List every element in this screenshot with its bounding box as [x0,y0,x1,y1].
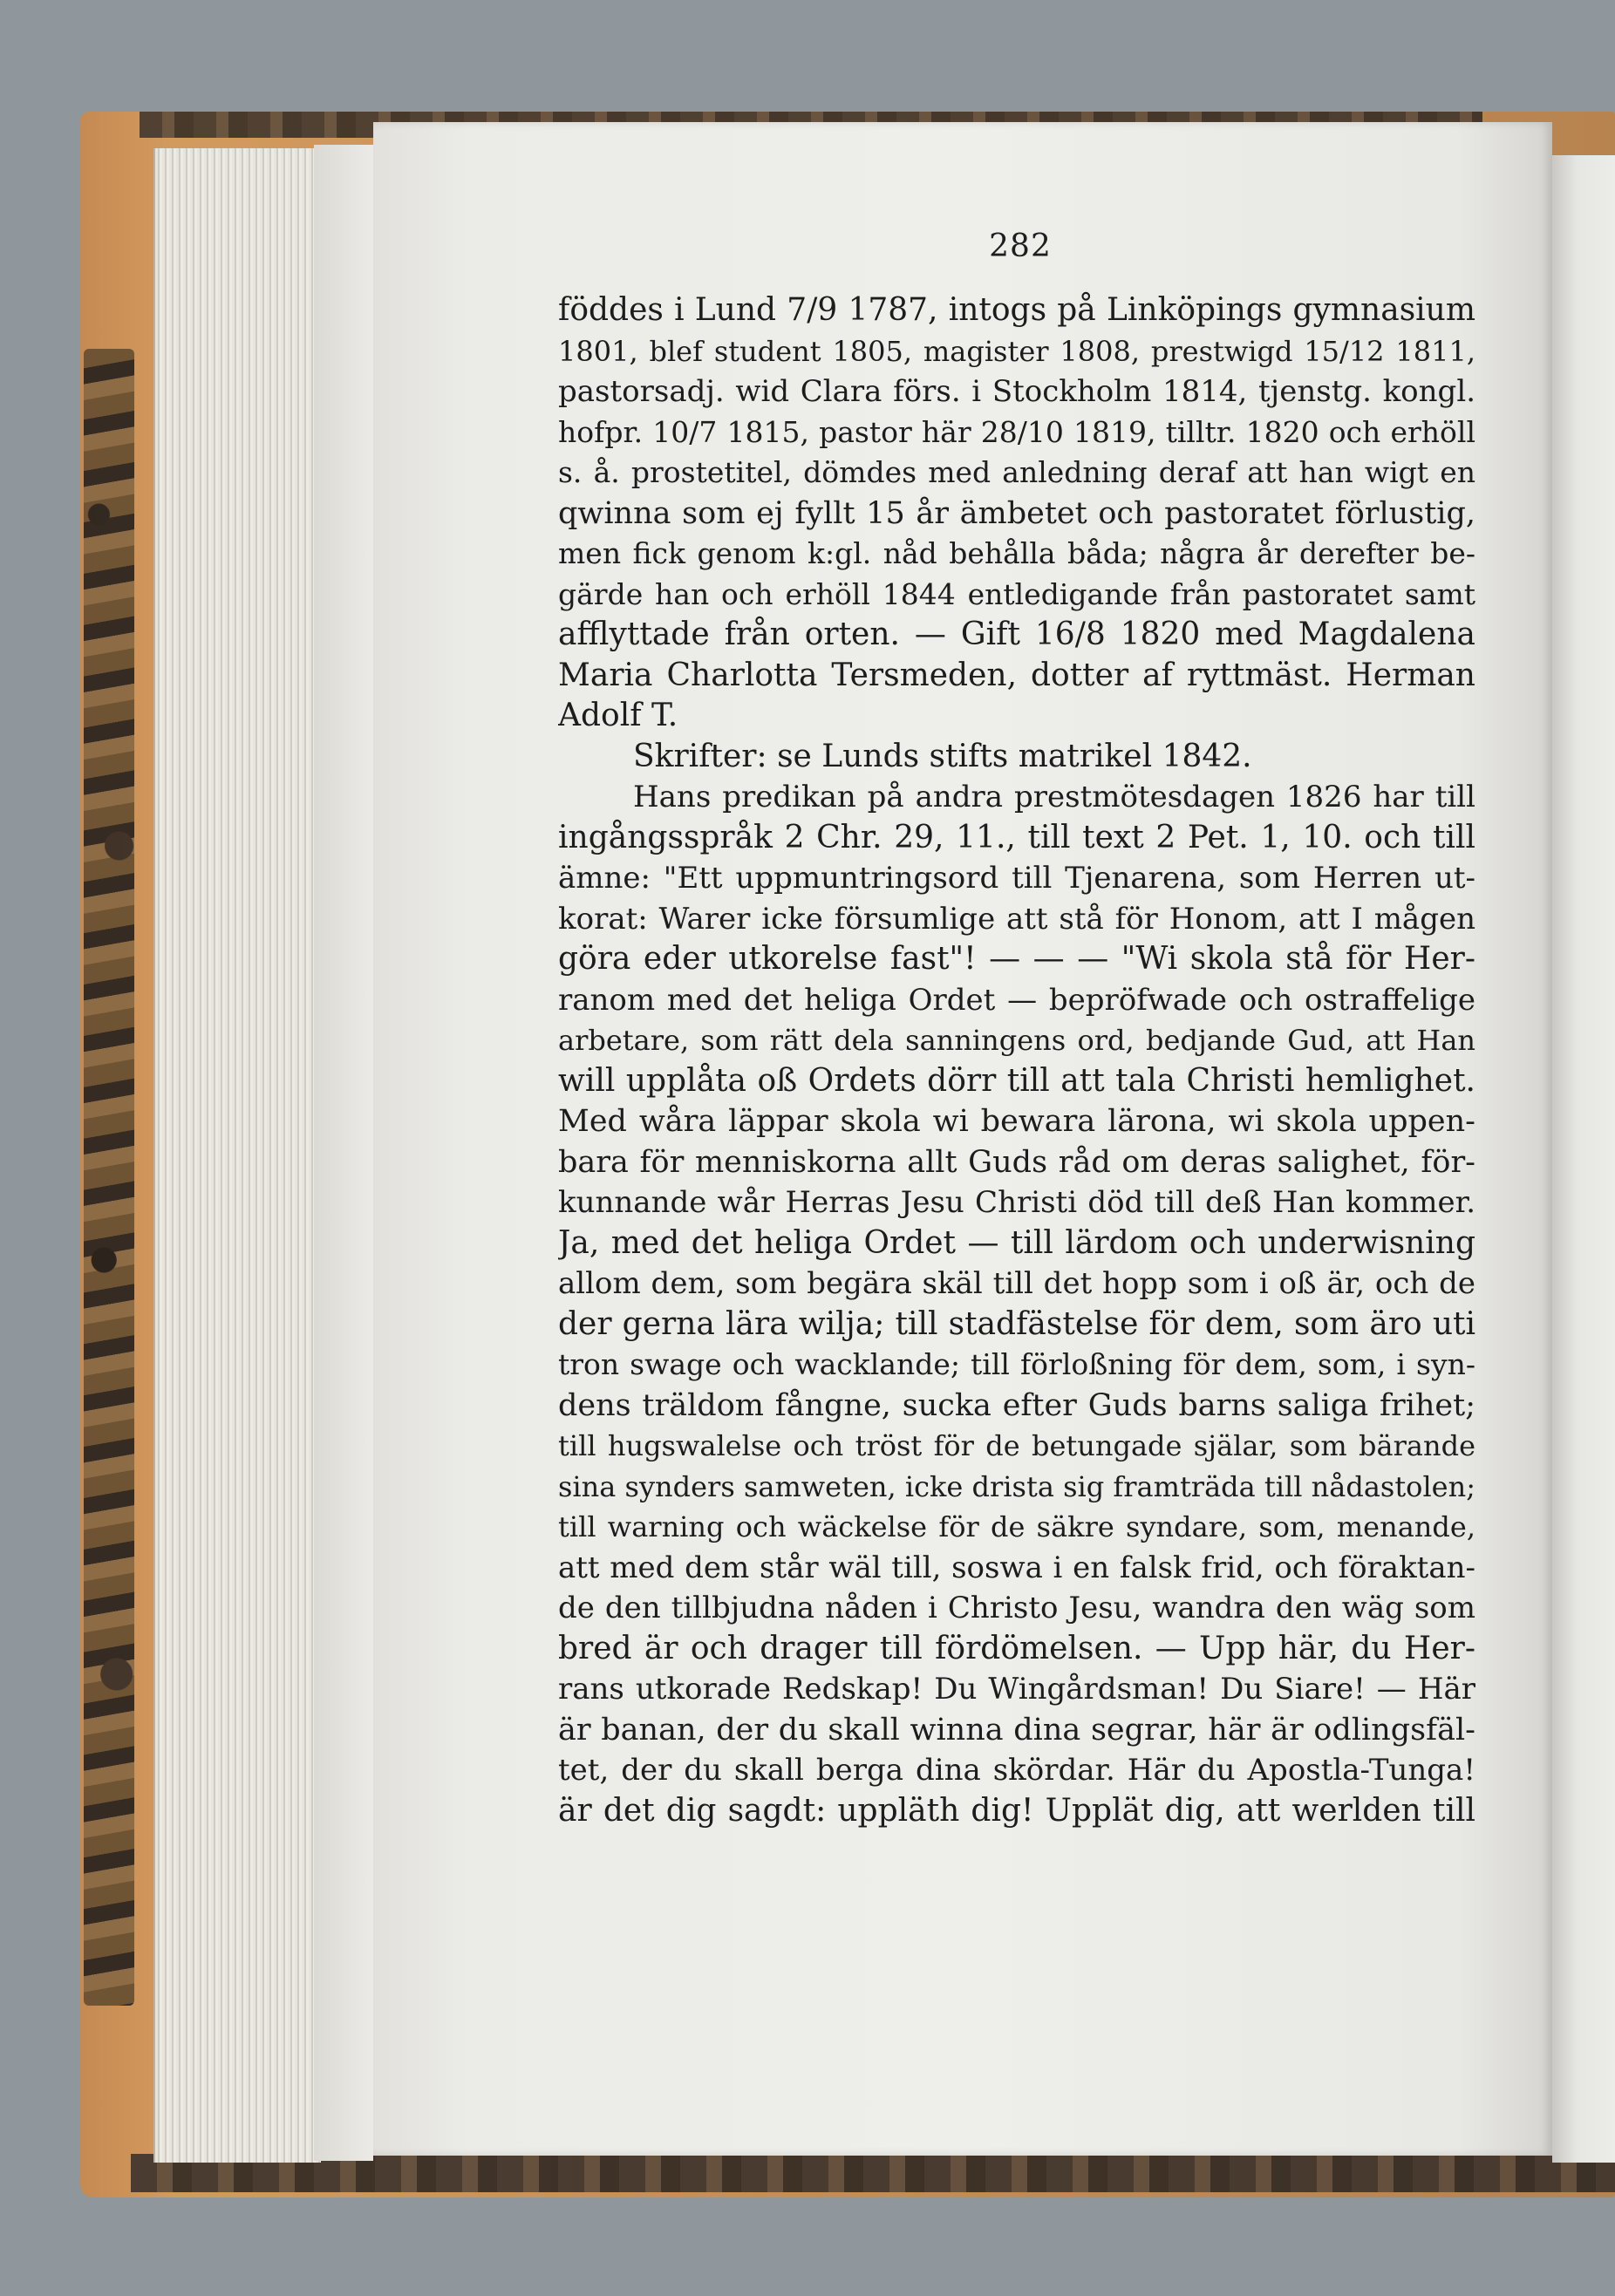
text-line: till hugswalelse och tröst för de betungade själar, som bärande [558,1429,1475,1462]
text-line: Skrifter: se Lunds stifts matrikel 1842. [633,738,1252,774]
text-line: dens träldom fångne, sucka efter Guds barns saliga frihet; [558,1387,1475,1423]
page-block-edge [153,148,321,2163]
text-line: Med wåra läppar skola wi bewara lärona, wi skola uppen- [558,1104,1475,1139]
text-line: qwinna som ej fyllt 15 år ämbetet och pastoratet förlustig, [558,495,1475,531]
text-line: hofpr. 10/7 1815, pastor här 28/10 1819, tilltr. 1820 och erhöll [558,414,1475,449]
text-line: föddes i Lund 7/9 1787, intogs på Linköpings gymnasium [558,292,1475,328]
text-line: der gerna lära wilja; till stadfästelse för dem, som äro uti [558,1305,1475,1342]
text-line: Maria Charlotta Tersmeden, dotter af ryttmäst. Herman [558,657,1475,693]
text-line: korat: Warer icke försumlige att stå för Honom, att I mågen [558,901,1475,937]
text-line: Adolf T. [558,698,678,733]
text-line: bred är och drager till fördömelsen. — Upp här, du Her- [558,1630,1475,1666]
text-line: göra eder utkorelse fast"! — — — "Wi skola stå för Her- [558,941,1475,977]
text-line: ingångsspråk 2 Chr. 29, 11., till text 2 Pet. 1, 10. och till [558,819,1475,855]
text-line: att med dem står wäl till, soswa i en falsk frid, och föraktan- [558,1550,1475,1585]
text-line: ranom med det heliga Ordet — bepröfwade och ostraffelige [558,982,1475,1018]
text-line: pastorsadj. wid Clara förs. i Stockholm 1814, tjenstg. kongl. [558,374,1475,409]
text-line: ämne: "Ett uppmuntringsord till Tjenarena, som Herren ut- [558,861,1475,896]
text-line: Ja, med det heliga Ordet — till lärdom och underwisning [558,1224,1475,1261]
text-line: bara för menniskorna allt Guds råd om deras salighet, för- [558,1144,1475,1180]
page-block-inner [314,145,373,2161]
text-line: will upplåta oß Ordets dörr till att tala Christi hemlighet. [558,1062,1475,1099]
page-number: 282 [989,228,1052,264]
next-page-edge [1552,155,1615,2163]
text-line: är banan, der du skall winna dina segrar, här är odlingsfäl- [558,1712,1475,1748]
text-line: 1801, blef student 1805, magister 1808, prestwigd 15/12 1811, [558,334,1475,368]
text-line: till warning och wäckelse för de säkre syndare, som, menande, [558,1510,1475,1543]
text-line: Hans predikan på andra prestmötesdagen 1826 har till [633,780,1475,814]
text-line: tron swage och wacklande; till förloßning för dem, som, i syn- [558,1347,1475,1381]
text-line: de den tillbjudna nåden i Christo Jesu, wandra den wäg som [558,1591,1475,1625]
text-line: tet, der du skall berga dina skördar. Här du Apostla-Tunga! [558,1753,1475,1788]
text-line: är det dig sagdt: uppläth dig! Upplät dig, att werlden till [558,1792,1475,1829]
text-line: sina synders samweten, icke drista sig framträda till nådastolen; [558,1469,1475,1503]
text-line: afflyttade från orten. — Gift 16/8 1820 med Magdalena [558,617,1475,652]
page-text [558,290,1475,1831]
text-line: s. å. prostetitel, dömdes med anledning deraf att han wigt en [558,455,1475,489]
text-line: gärde han och erhöll 1844 entledigande från pastoratet samt [558,576,1475,611]
text-line: arbetare, som rätt dela sanningens ord, bedjande Gud, att Han [558,1024,1475,1057]
text-line: kunnande wår Herras Jesu Christi död till deß Han kommer. [558,1185,1475,1220]
marbled-cover-edge [84,349,134,2006]
text-line: men fick genom k:gl. nåd behålla båda; några år derefter be- [558,536,1475,570]
text-line: rans utkorade Redskap! Du Wingårdsman! Du Siare! — Här [558,1672,1475,1707]
text-line: allom dem, som begära skäl till det hopp som i oß är, och de [558,1266,1475,1301]
